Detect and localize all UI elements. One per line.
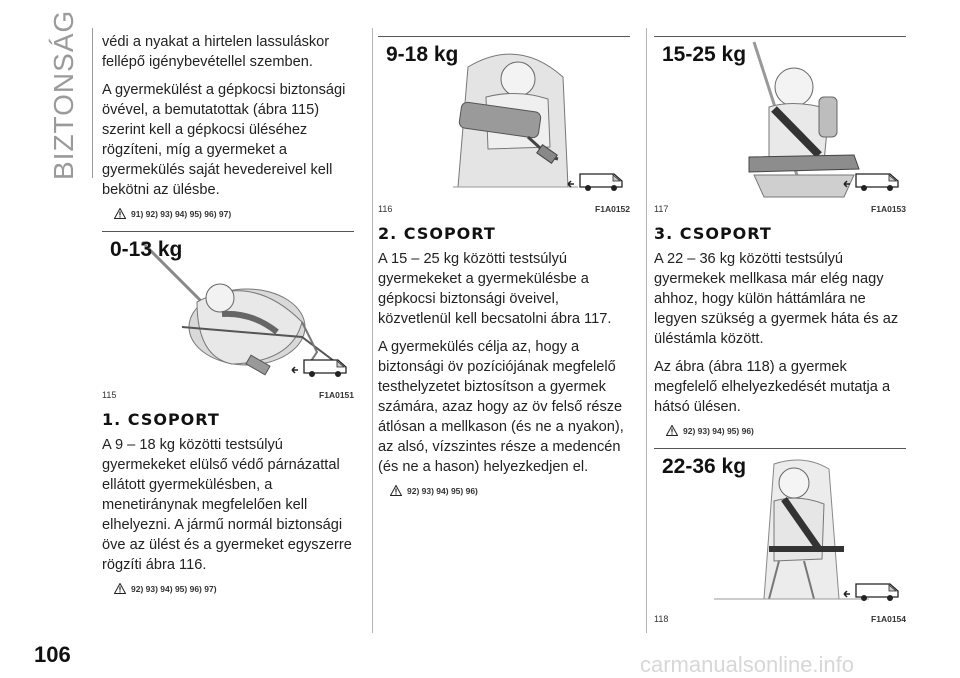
col3-paragraph-2: Az ábra (ábra 118) a gyermek megfelelő elhelyezkedését mutatja a hátsó ülésen. [654, 359, 891, 415]
figure-115-caption [102, 390, 354, 400]
figure-118-code: F1A0154 [871, 614, 906, 624]
col2-paragraph-2: A gyermekülés célja az, hogy a biztonsági öv pozíciójának megfelelő testhelyzetet biztosítson a gyermek számára, azaz hogy az öv felső része átlósan a mellkason (és ne a nyakon), az alsó, vízszintes része a medencén (és ne a hason) helyezkedjen el. [378, 339, 624, 475]
watermark: carmanualsonline.info [640, 652, 855, 677]
col1-warning-refs-1 [114, 208, 352, 219]
figure-118-title: 22-36 kg [662, 455, 747, 478]
col2-warning-refs [390, 485, 628, 496]
figure-117-code: F1A0153 [871, 204, 906, 214]
figure-116-number: 116 [378, 204, 393, 214]
col1-paragraph-3: A 9 – 18 kg közötti testsúlyú gyermekeket elülső védő párnázattal ellátott gyermekülésben, a menetiránynak megfelelően kell elhelyezni. A jármű normál biztonsági öve az ülést és a gyermeket egyszerre rögzíti ábra 116. [102, 437, 352, 573]
figure-116 [378, 36, 630, 214]
van-icon [842, 170, 902, 192]
col1-warning-refs-2 [114, 583, 352, 594]
column-3 [654, 36, 906, 624]
group-2-heading: 2. CSOPORT [378, 224, 496, 243]
col3-paragraph-1: A 22 – 36 kg közötti testsúlyú gyermekek mellkasa már elég nagy ahhoz, hogy külön háttámlára ne legyen szükség a gyermek háta és az üléstámla között. [654, 251, 899, 347]
column-2 [378, 36, 628, 508]
col1-refs-2-text: 92) 93) 94) 95) 96) 97) [131, 583, 217, 594]
figure-115-number: 115 [102, 390, 117, 400]
warning-triangle-icon [390, 485, 402, 496]
section-side-label [48, 9, 88, 180]
column-divider-2 [646, 28, 647, 633]
group-1-heading: 1. CSOPORT [102, 410, 220, 429]
page-number: 106 [34, 642, 71, 667]
col2-paragraph-1: A 15 – 25 kg közötti testsúlyú gyermekeket a gyermekülésbe a gépkocsi biztonsági öveivel, közvetlenül kell becsatolni ábra 117. [378, 251, 612, 327]
van-icon [842, 580, 902, 602]
figure-117-title: 15-25 kg [662, 43, 747, 66]
column-divider-1 [372, 28, 373, 633]
figure-117-number: 117 [654, 204, 669, 214]
figure-115-title: 0-13 kg [110, 238, 183, 261]
figure-115-code: F1A0151 [319, 390, 354, 400]
warning-triangle-icon [114, 583, 126, 594]
warning-triangle-icon [114, 208, 126, 219]
section-side-label-text: BIZTONSÁG [48, 9, 79, 180]
figure-117 [654, 36, 906, 214]
figure-116-caption [378, 204, 630, 214]
van-icon [566, 170, 626, 192]
col3-refs-text: 92) 93) 94) 95) 96) [683, 425, 754, 436]
col1-refs-1-text: 91) 92) 93) 94) 95) 96) 97) [131, 208, 232, 219]
figure-116-title: 9-18 kg [386, 43, 459, 66]
figure-116-code: F1A0152 [595, 204, 630, 214]
column-1 [102, 32, 352, 606]
figure-117-caption [654, 204, 906, 214]
col2-refs-text: 92) 93) 94) 95) 96) [407, 485, 478, 496]
figure-118-caption [654, 614, 906, 624]
group-3-heading: 3. CSOPORT [654, 224, 772, 243]
figure-118 [654, 448, 906, 624]
col3-warning-refs [666, 425, 904, 436]
figure-115 [102, 231, 354, 400]
col1-paragraph-2: A gyermekülést a gépkocsi biztonsági övével, a bemutatottak (ábra 115) szerint kell a gépkocsi üléséhez rögzíteni, míg a gyermeket a gyermekülés saját hevedereivel kell bekötni az ülésbe. [102, 82, 346, 198]
side-divider [92, 28, 93, 178]
figure-118-number: 118 [654, 614, 669, 624]
warning-triangle-icon [666, 425, 678, 436]
col1-paragraph-1: védi a nyakat a hirtelen lassuláskor fellépő igénybevétellel szemben. [102, 34, 330, 70]
van-icon [290, 356, 350, 378]
